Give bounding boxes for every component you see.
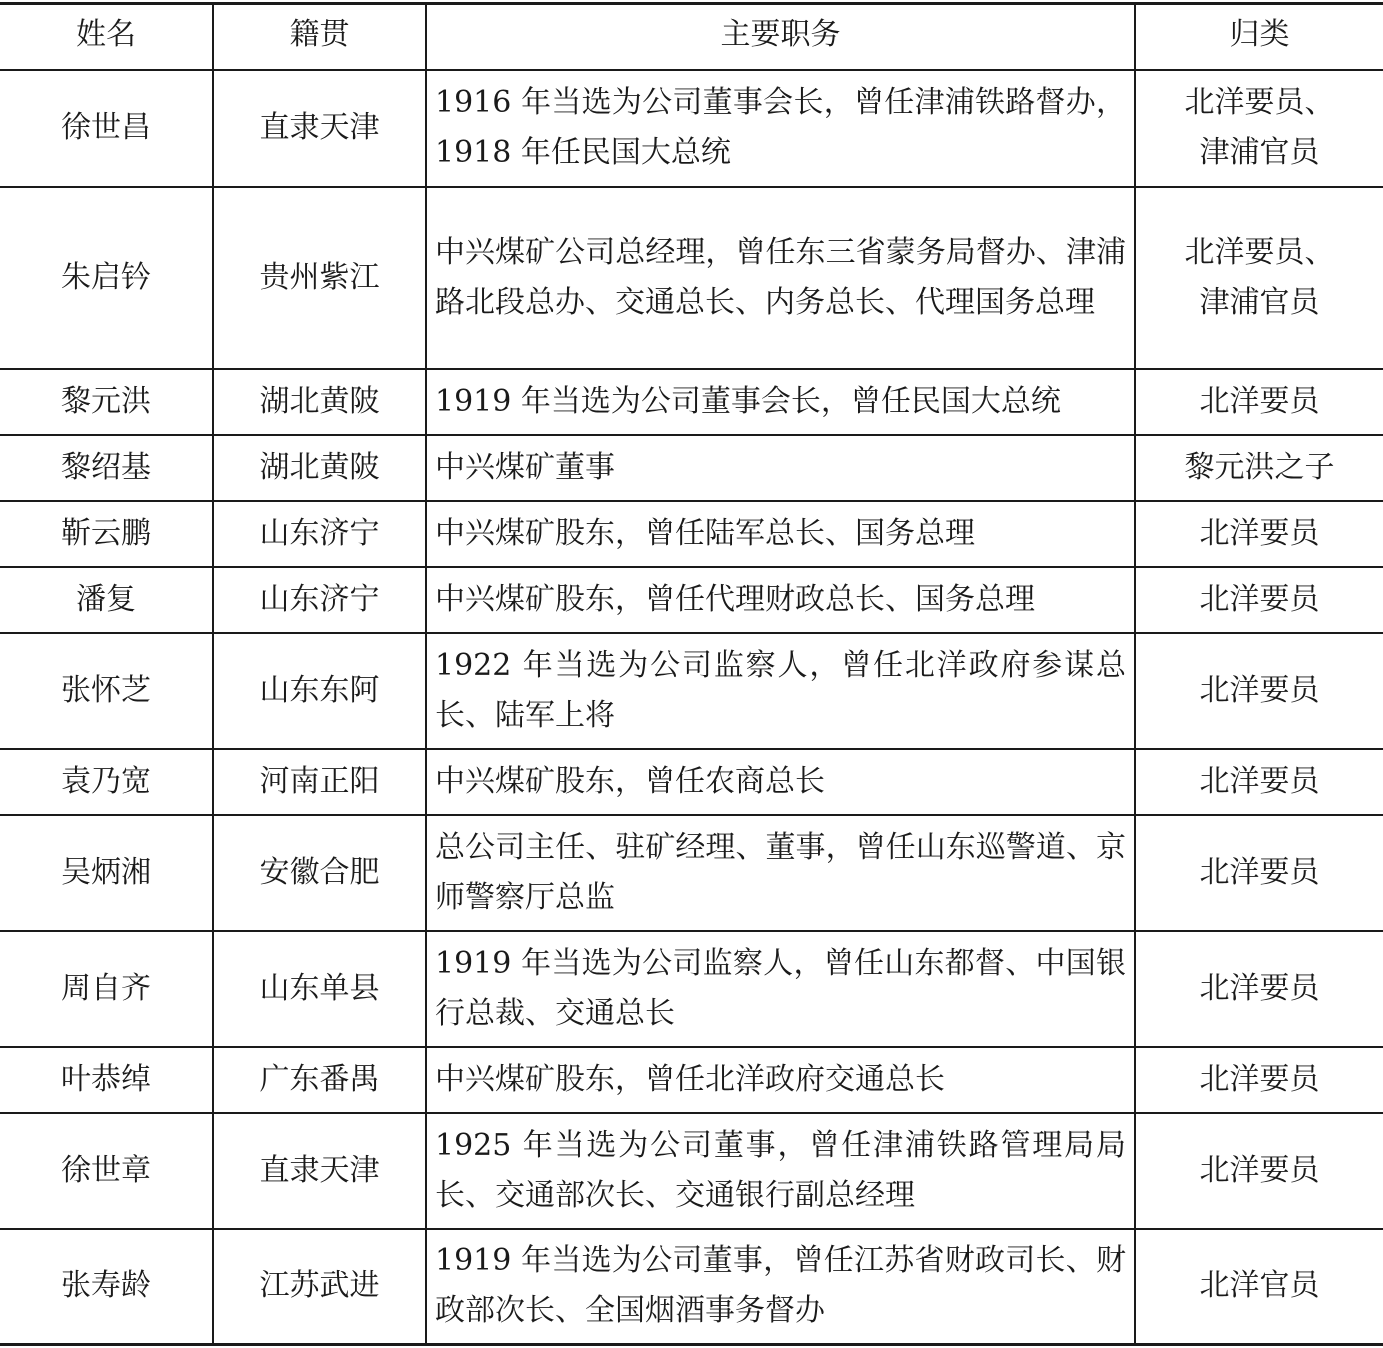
cell-name: 潘复 (0, 567, 213, 633)
category-line: 北洋要员、 (1184, 85, 1335, 120)
header-row (0, 4, 1383, 70)
cell-duty: 中兴煤矿公司总经理，曾任东三省蒙务局督办、津浦路北段总办、交通总长、内务总长、代理国务总理 (426, 187, 1135, 369)
table-row (0, 1047, 1383, 1113)
cell-name: 叶恭绰 (0, 1047, 213, 1113)
cell-origin: 湖北黄陂 (213, 369, 426, 435)
table-row (0, 1229, 1383, 1345)
category-line: 津浦官员 (1199, 135, 1320, 170)
header-category: 归类 (1135, 4, 1383, 70)
cell-duty: 总公司主任、驻矿经理、董事，曾任山东巡警道、京师警察厅总监 (426, 815, 1135, 931)
cell-name: 吴炳湘 (0, 815, 213, 931)
cell-name: 靳云鹏 (0, 501, 213, 567)
cell-category: 北洋要员 (1135, 1047, 1383, 1113)
cell-duty: 1919 年当选为公司监察人，曾任山东都督、中国银行总裁、交通总长 (426, 931, 1135, 1047)
cell-origin: 河南正阳 (213, 749, 426, 815)
table-row (0, 501, 1383, 567)
cell-origin: 湖北黄陂 (213, 435, 426, 501)
cell-category: 北洋官员 (1135, 1229, 1383, 1345)
cell-origin: 直隶天津 (213, 70, 426, 187)
cell-name: 张寿龄 (0, 1229, 213, 1345)
table-row (0, 369, 1383, 435)
cell-name: 袁乃宽 (0, 749, 213, 815)
cell-category: 北洋要员 (1135, 567, 1383, 633)
cell-duty: 中兴煤矿股东，曾任农商总长 (426, 749, 1135, 815)
cell-category: 北洋要员 (1135, 931, 1383, 1047)
table-header (0, 4, 1383, 70)
cell-category: 北洋要员 (1135, 369, 1383, 435)
table-row (0, 567, 1383, 633)
table-row (0, 815, 1383, 931)
cell-origin: 山东东阿 (213, 633, 426, 749)
cell-origin: 直隶天津 (213, 1113, 426, 1229)
cell-duty: 1925 年当选为公司董事，曾任津浦铁路管理局局长、交通部次长、交通银行副总经理 (426, 1113, 1135, 1229)
cell-name: 朱启钤 (0, 187, 213, 369)
officials-table (0, 2, 1383, 1346)
cell-duty: 1922 年当选为公司监察人，曾任北洋政府参谋总长、陆军上将 (426, 633, 1135, 749)
table-row (0, 435, 1383, 501)
category-line: 津浦官员 (1199, 284, 1320, 320)
table-row (0, 931, 1383, 1047)
cell-category (1135, 70, 1383, 187)
cell-origin: 山东济宁 (213, 501, 426, 567)
cell-category: 黎元洪之子 (1135, 435, 1383, 501)
header-origin: 籍贯 (213, 4, 426, 70)
cell-name: 黎元洪 (0, 369, 213, 435)
cell-duty: 1919 年当选为公司董事会长，曾任民国大总统 (426, 369, 1135, 435)
cell-name: 徐世章 (0, 1113, 213, 1229)
header-name: 姓名 (0, 4, 213, 70)
cell-name: 周自齐 (0, 931, 213, 1047)
table-row (0, 1113, 1383, 1229)
header-duty: 主要职务 (426, 4, 1135, 70)
table-row (0, 187, 1383, 369)
cell-duty: 中兴煤矿股东，曾任陆军总长、国务总理 (426, 501, 1135, 567)
cell-name: 张怀芝 (0, 633, 213, 749)
cell-origin: 山东济宁 (213, 567, 426, 633)
cell-origin: 安徽合肥 (213, 815, 426, 931)
cell-category: 北洋要员 (1135, 1113, 1383, 1229)
cell-duty: 1919 年当选为公司董事，曾任江苏省财政司长、财政部次长、全国烟酒事务督办 (426, 1229, 1135, 1345)
cell-name: 徐世昌 (0, 70, 213, 187)
cell-origin: 贵州紫江 (213, 187, 426, 369)
cell-duty: 1916 年当选为公司董事会长，曾任津浦铁路督办，1918 年任民国大总统 (426, 70, 1135, 187)
table-row (0, 633, 1383, 749)
cell-origin: 广东番禺 (213, 1047, 426, 1113)
cell-category (1135, 187, 1383, 369)
table-row (0, 70, 1383, 187)
cell-category: 北洋要员 (1135, 501, 1383, 567)
cell-duty: 中兴煤矿董事 (426, 435, 1135, 501)
table-body (0, 70, 1383, 1345)
cell-origin: 江苏武进 (213, 1229, 426, 1345)
cell-origin: 山东单县 (213, 931, 426, 1047)
cell-duty: 中兴煤矿股东，曾任北洋政府交通总长 (426, 1047, 1135, 1113)
cell-name: 黎绍基 (0, 435, 213, 501)
table-row (0, 749, 1383, 815)
cell-category: 北洋要员 (1135, 749, 1383, 815)
cell-category: 北洋要员 (1135, 815, 1383, 931)
category-line: 北洋要员、 (1184, 234, 1335, 270)
cell-duty: 中兴煤矿股东，曾任代理财政总长、国务总理 (426, 567, 1135, 633)
cell-category: 北洋要员 (1135, 633, 1383, 749)
